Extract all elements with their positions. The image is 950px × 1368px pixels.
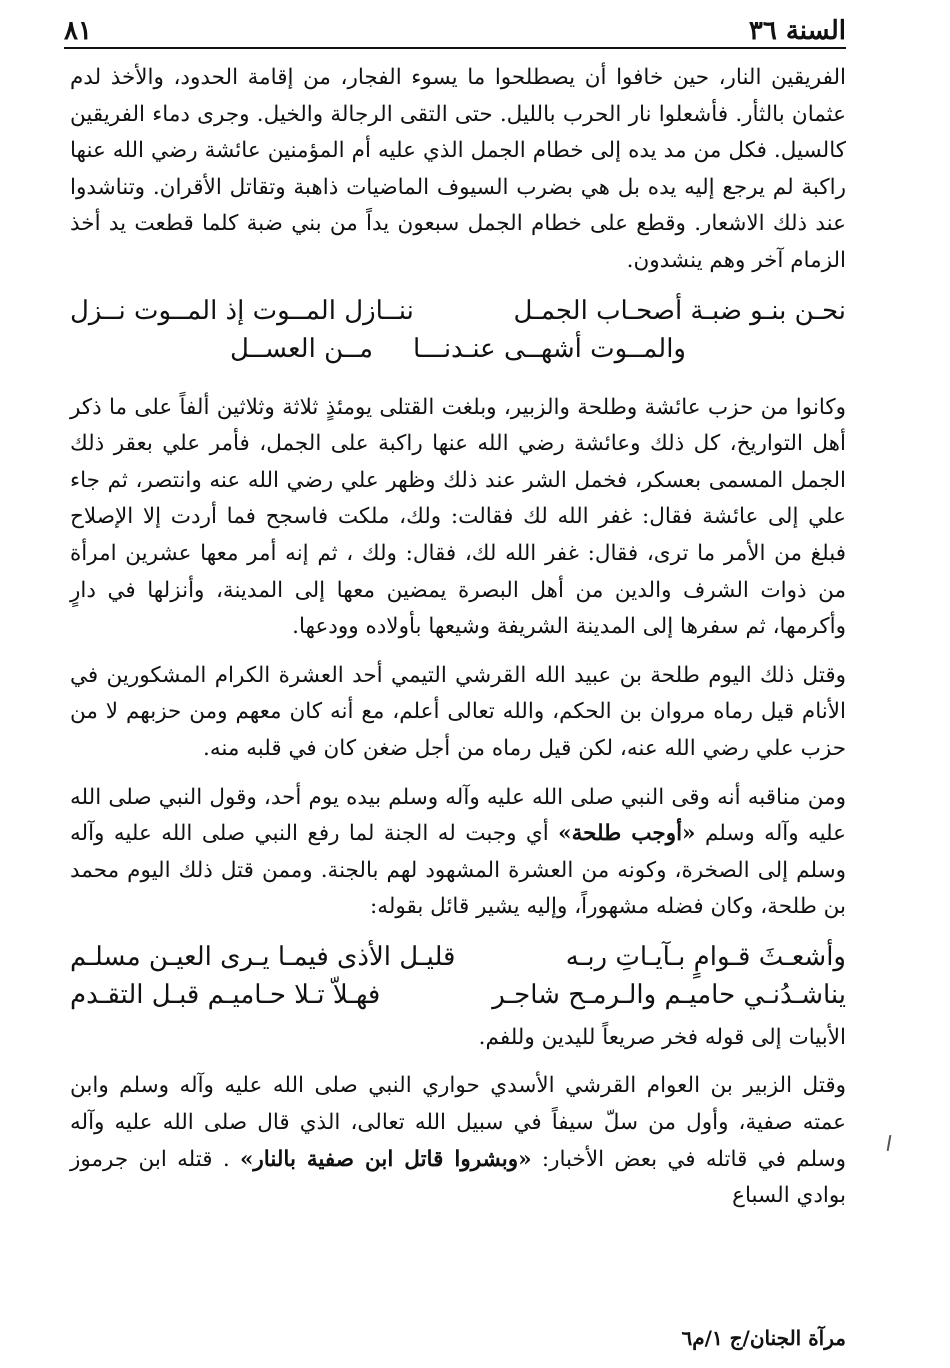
paragraph-6-part-b: . قتله ابن جرموز بوادي السباع <box>70 1146 846 1209</box>
paragraph-3: وقتل ذلك اليوم طلحة بن عبيد الله القرشي التيمي أحد العشرة الكرام المشكورين في الأنام قيل رماه مروان بن الحكم، والله تعالى أعلم، مع أنه كان معهم ومن حزبهم لا من حزب علي رضي الله عنه، لكن قيل رماه من أجل ضغن كان في قلبه منه. <box>70 662 846 761</box>
verse-line-1 <box>70 292 846 330</box>
page-number: ٨١ <box>64 16 92 46</box>
hadith-quote-awjaba-talha: «أوجب طلحة» <box>558 821 696 847</box>
paragraph-2: وكانوا من حزب عائشة وطلحة والزبير، وبلغت القتلى يومئذٍ ثلاثة وثلاثين ألفاً على ما ذكر أهل التواريخ، كل ذلك وعائشة رضي الله عنها راكبة على الجمل، فأمر علي بعقر ذلك الجمل المسمى بعسكر، فخمل الشر عند ذلك وظهر علي رضي الله عنه وانتصر، ثم جاء علي إلى عائشة فقال: غفر الله لك فقالت: ولك، ملكت فاسجح فما أردت إلا الإصلاح فبلغ من الأمر ما ترى، فقال: غفر الله لك، فقال: ولك ، ثم إنه أمر معها عشرين امرأة من ذوات الشرف والدين من أهل البصرة يمضين معها إلى المدينة، وأنزلها في دارٍ وأكرمها، ثم سفرها إلى المدينة الشريفة وشيعها بأولاده وودعها. <box>70 394 846 640</box>
paragraph-4-part-b: أي وجبت له الجنة لما رفع النبي صلى الله عليه وآله وسلم إلى الصخرة، وكونه من العشرة المشهود لهم بالجنة. وممن قتل ذلك اليوم محمد بن طلحة، وكان فضله مشهوراً، وإليه يشير قائل بقوله: <box>70 821 846 920</box>
running-head-year: السنة ٣٦ <box>748 16 846 46</box>
verse-1-second-hemistich: ننــازل المــوت إذ المــوت نــزل <box>70 295 414 326</box>
verse-line-2 <box>70 330 846 368</box>
paragraph-4 <box>70 780 846 926</box>
header-rule <box>64 47 846 49</box>
paragraph-1: الفريقين النار، حين خافوا أن يصطلحوا ما يسوء الفجار، من إقامة الحدود، والأخذ لدم عثمان بالثأر. فأشعلوا نار الحرب بالليل. حتى التقى الرجالة والخيل. وجرى دماء الفريقين كالسيل. فكل من مد يده إلى خطام الجمل الذي عليه أم المؤمنين عائشة رضي الله عنها راكبة لم يرجع إليه يده بل هي بضرب السيوف الماضيات ذاهبة وتقاتل الأقران. وتناشدوا عند ذلك الاشعار. وقطع على خطام الجمل سبعون يداً من بني ضبة كلما قطعت يد أخذ الزمام آخر وهم ينشدون. <box>70 65 846 273</box>
paragraph-6-part-a: وقتل الزبير بن العوام القرشي الأسدي حواري النبي صلى الله عليه وآله وسلم وابن عمته صفية، وأول من سلّ سيفاً في سبيل الله تعالى، الذي قال صلى الله عليه وآله وسلم في قاتله في بعض الأخبار: <box>70 1073 846 1172</box>
verse-3-first-hemistich: وأشعـثَ قـوامٍ بـآيـاتِ ربـه <box>565 941 846 972</box>
verse-3-second-hemistich: قليـل الأذى فيمـا يـرى العيـن مسلـم <box>70 941 456 972</box>
paragraph-5: الأبيات إلى قوله فخر صريعاً لليدين وللفم. <box>478 1024 846 1050</box>
paragraph-6 <box>70 1068 846 1214</box>
verse-line-3 <box>70 938 846 976</box>
margin-mark <box>887 1135 892 1151</box>
verse-4-second-hemistich: فهـلاّ تـلا حـاميـم قبـل التقـدم <box>70 979 381 1010</box>
verse-line-4 <box>70 976 846 1014</box>
verse-2-second-hemistich: مــن العســل <box>230 333 374 364</box>
page-header <box>64 14 846 48</box>
hadith-quote-ibn-safiya: «وبشروا قاتل ابن صفية بالنار» <box>239 1146 532 1172</box>
paragraph-4-part-a: ومن مناقبه أنه وقى النبي صلى الله عليه وآله وسلم بيده يوم أحد، وقول النبي صلى الله عليه وآله وسلم <box>70 784 847 847</box>
page-body <box>70 60 846 1215</box>
verse-2-first-hemistich: والمــوت أشهــى عنـدنـــا <box>413 333 686 364</box>
verse-1-first-hemistich: نحـن بنـو ضبـة أصحـاب الجمـل <box>513 295 846 326</box>
page-footer: مرآة الجنان/ج ١/م٦ <box>681 1326 846 1350</box>
verse-4-first-hemistich: يناشـدُنـي حاميـم والـرمـح شاجـر <box>492 979 846 1010</box>
